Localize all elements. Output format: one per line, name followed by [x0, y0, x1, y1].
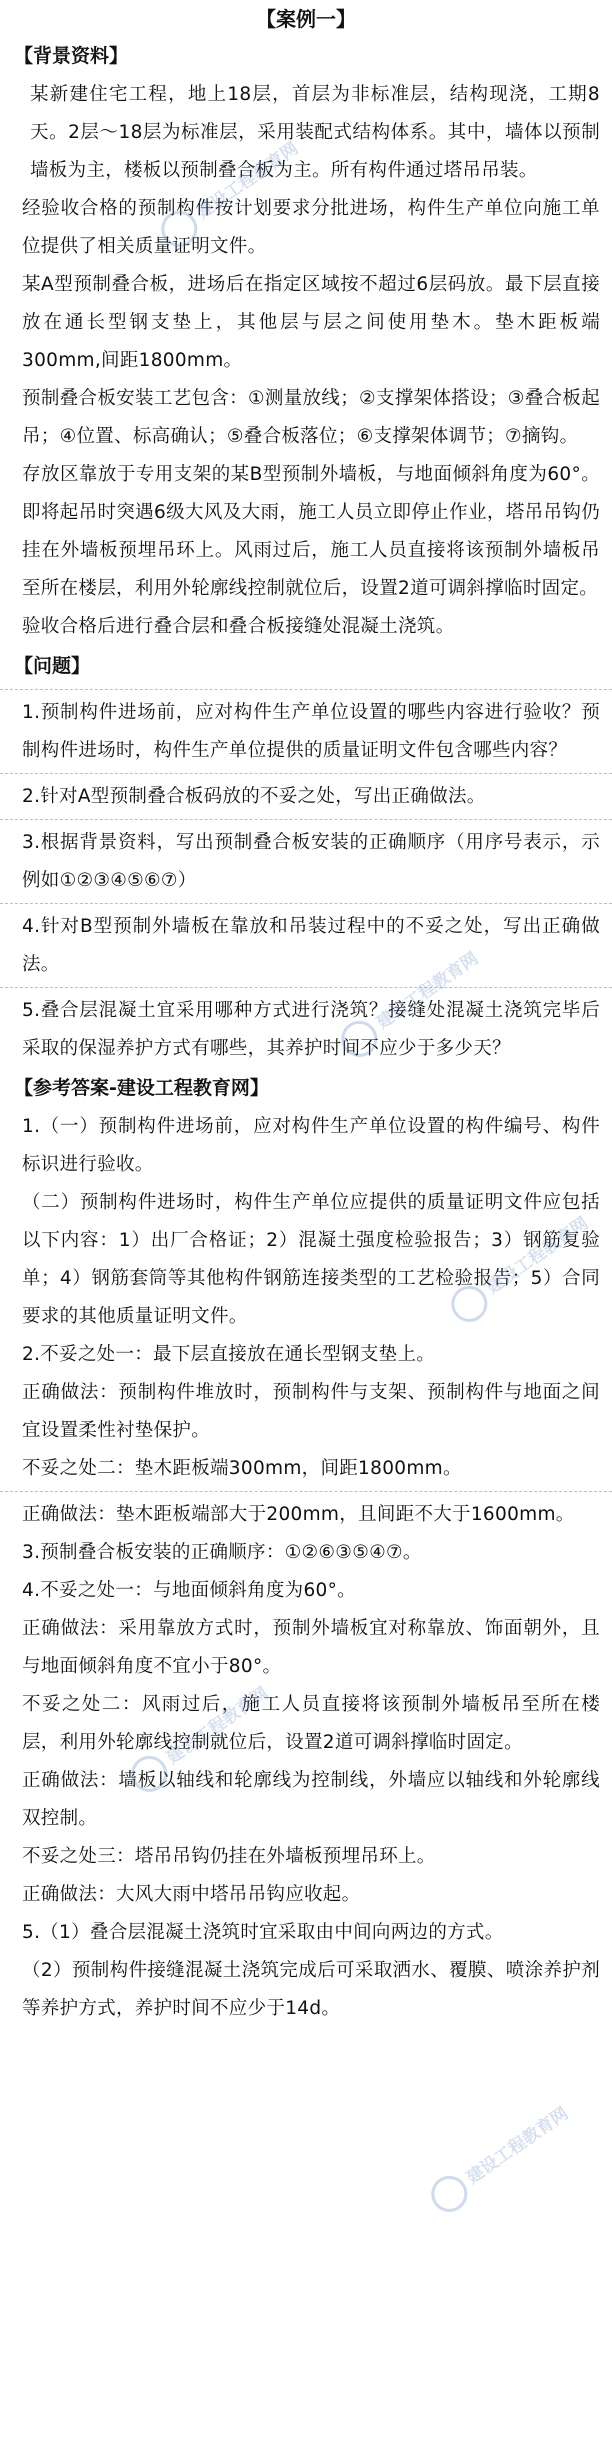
question-item: 4.针对B型预制外墙板在靠放和吊装过程中的不妥之处，写出正确做法。: [22, 916, 600, 975]
background-paragraph: 某A型预制叠合板，进场后在指定区域按不超过6层码放。最下层直接放在通长型钢支垫上，其他层与层之间使用垫木。垫木距板端300mm,间距1800mm。: [22, 274, 600, 371]
divider: [0, 903, 612, 905]
watermark: 建设工程教育网: [424, 2097, 577, 2219]
answer-item: 3.预制叠合板安装的正确顺序：①②⑥③⑤④⑦。: [22, 1542, 422, 1563]
watermark: 建设工程教育网: [124, 1677, 277, 1799]
answers-heading: 【参考答案-建设工程教育网】: [14, 1077, 269, 1099]
watermark: 建设工程教育网: [154, 132, 307, 254]
question-item: 5.叠合层混凝土宜采用哪种方式进行浇筑？接缝处混凝土浇筑完毕后采取的保湿养护方式有哪些，其养护时间不应少于多少天？: [22, 1000, 600, 1059]
question-item: 1.预制构件进场前，应对构件生产单位设置的哪些内容进行验收？预制构件进场时，构件生产单位提供的质量证明文件包含哪些内容？: [22, 702, 600, 761]
background-paragraph: 预制叠合板安装工艺包含：①测量放线；②支撑架体搭设；③叠合板起吊；④位置、标高确认；⑤叠合板落位；⑥支撑架体调节；⑦摘钩。: [22, 388, 600, 447]
question-item: 3.根据背景资料，写出预制叠合板安装的正确顺序（用序号表示，示例如①②③④⑤⑥⑦）: [22, 832, 600, 891]
background-paragraph: 经验收合格的预制构件按计划要求分批进场，构件生产单位向施工单位提供了相关质量证明文件。: [22, 198, 600, 257]
question-item: 2.针对A型预制叠合板码放的不妥之处，写出正确做法。: [22, 786, 486, 807]
background-paragraph: 某新建住宅工程，地上18层，首层为非标准层，结构现浇，工期8天。2层～18层为标准层，采用装配式结构体系。其中，墙体以预制墙板为主，楼板以预制叠合板为主。所有构件通过塔吊吊装。: [30, 84, 600, 181]
divider: [0, 819, 612, 821]
watermark: 建设工程教育网: [444, 1207, 597, 1329]
answer-item: 2.不妥之处一：最下层直接放在通长型钢支垫上。: [22, 1344, 436, 1365]
answer-item: 正确做法：垫木距板端部大于200mm，且间距不大于1600mm。: [22, 1504, 575, 1525]
background-paragraph: 验收合格后进行叠合层和叠合板接缝处混凝土浇筑。: [22, 616, 455, 637]
answer-item: 5.（1）叠合层混凝土浇筑时宜采取由中间向两边的方式。: [22, 1922, 504, 1943]
answer-item: 正确做法：预制构件堆放时，预制构件与支架、预制构件与地面之间宜设置柔性衬垫保护。: [22, 1382, 600, 1441]
background-heading: 【背景资料】: [14, 45, 129, 67]
answer-item: 正确做法：墙板以轴线和轮廓线为控制线，外墙应以轴线和外轮廓线双控制。: [22, 1770, 600, 1829]
answer-item: 不妥之处二：风雨过后，施工人员直接将该预制外墙板吊至所在楼层，利用外轮廓线控制就位后，设置2道可调斜撑临时固定。: [22, 1694, 600, 1753]
divider: [0, 773, 612, 775]
answer-item: （2）预制构件接缝混凝土浇筑完成后可采取洒水、覆膜、喷涂养护剂等养护方式，养护时间不应少于14d。: [22, 1960, 600, 2019]
divider: [0, 689, 612, 691]
watermark-logo-icon: [424, 2169, 474, 2219]
answer-item: 不妥之处二：垫木距板端300mm，间距1800mm。: [22, 1458, 462, 1479]
background-paragraph: 存放区靠放于专用支架的某B型预制外墙板，与地面倾斜角度为60°。即将起吊时突遇6级大风及大雨，施工人员立即停止作业，塔吊吊钩仍挂在外墙板预埋吊环上。风雨过后，施工人员直接将该预制外墙板吊至所在楼层，利用外轮廓线控制就位后，设置2道可调斜撑临时固定。: [22, 464, 600, 599]
divider: [0, 1491, 612, 1493]
questions-heading: 【问题】: [14, 655, 91, 677]
answer-item: 4.不妥之处一：与地面倾斜角度为60°。: [22, 1580, 356, 1601]
answer-item: 正确做法：采用靠放方式时，预制外墙板宜对称靠放、饰面朝外，且与地面倾斜角度不宜小于80°。: [22, 1618, 600, 1677]
divider: [0, 987, 612, 989]
answer-item: 正确做法：大风大雨中塔吊吊钩应收起。: [22, 1884, 361, 1905]
answer-item: （二）预制构件进场时，构件生产单位应提供的质量证明文件应包括以下内容：1）出厂合格证；2）混凝土强度检验报告；3）钢筋复验单；4）钢筋套筒等其他构件钢筋连接类型的工艺检验报告；5）合同要求的其他质量证明文件。: [22, 1192, 600, 1327]
answer-item: 1.（一）预制构件进场前，应对构件生产单位设置的构件编号、构件标识进行验收。: [22, 1116, 600, 1175]
answer-item: 不妥之处三：塔吊吊钩仍挂在外墙板预埋吊环上。: [22, 1846, 436, 1867]
case-title: 【案例一】: [256, 7, 356, 31]
watermark: 建设工程教育网: [334, 942, 487, 1064]
